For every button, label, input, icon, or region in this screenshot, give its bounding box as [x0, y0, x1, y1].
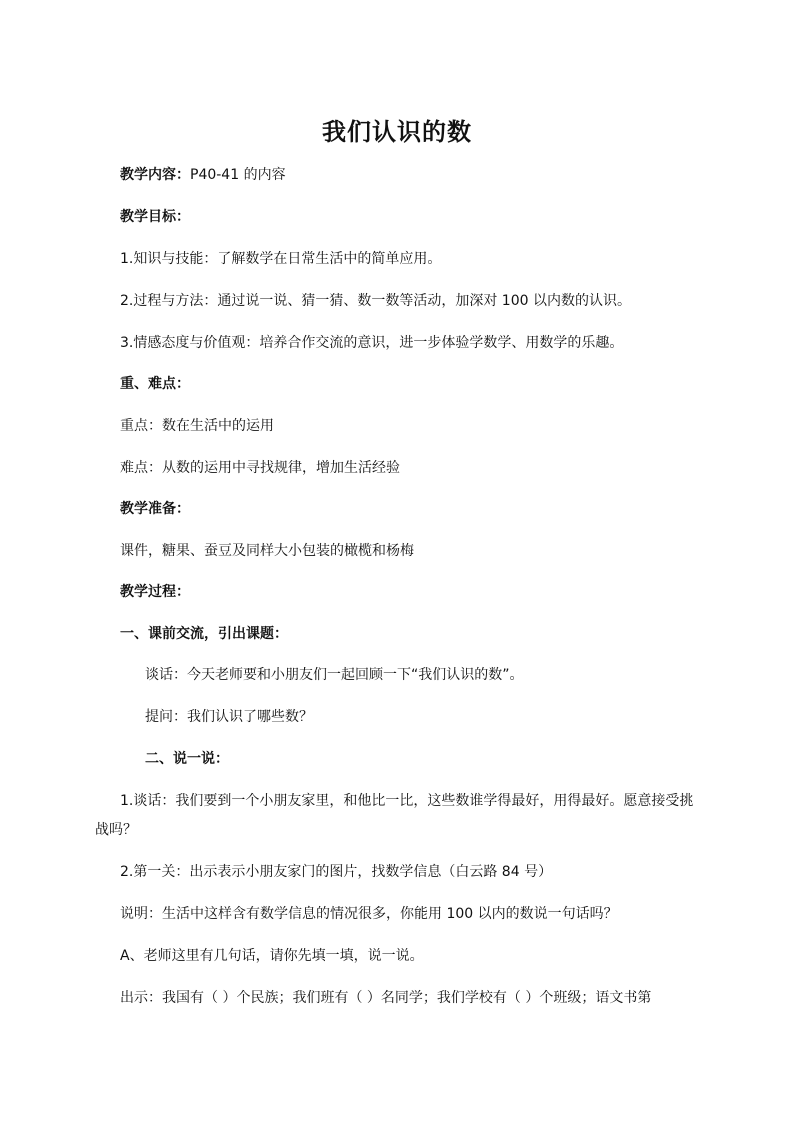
key-points-heading: 重、难点：: [120, 376, 190, 392]
explain-line: 说明：生活中这样含有数学信息的情况很多，你能用 100 以内的数说一句话吗？: [120, 906, 618, 922]
goal-1: 1.知识与技能：了解数学在日常生活中的简单应用。: [120, 251, 442, 267]
difficult-point: 难点：从数的运用中寻找规律，增加生活经验: [120, 460, 400, 476]
goal-3: 3.情感态度与价值观：培养合作交流的意识，进一步体验学数学、用数学的乐趣。: [120, 335, 624, 351]
page-title: 我们认识的数: [322, 117, 472, 146]
section-1-heading: 一、课前交流，引出课题：: [120, 626, 288, 642]
preparation-text: 课件，糖果、蚕豆及同样大小包装的橄榄和杨梅: [120, 543, 414, 559]
goal-2: 2.过程与方法：通过说一说、猜一猜、数一数等活动，加深对 100 以内数的认识。: [120, 293, 631, 309]
item-2-line: 2.第一关：出示表示小朋友家门的图片，找数学信息（白云路 84 号）: [120, 864, 553, 880]
content-text: P40-41 的内容: [190, 167, 286, 183]
content-line: [120, 165, 286, 185]
item-1-line-2: 战吗？: [95, 822, 137, 838]
goals-heading: 教学目标：: [120, 209, 190, 225]
talk-line: 谈话：今天老师要和小朋友们一起回顾一下“我们认识的数”。: [145, 667, 524, 683]
show-line: 出示：我国有（ ）个民族；我们班有（ ）名同学；我们学校有（ ）个班级；语文书第: [120, 990, 652, 1006]
section-2-heading: 二、说一说：: [145, 751, 229, 767]
item-1-line-1: 1.谈话：我们要到一个小朋友家里，和他比一比，这些数谁学得最好，用得最好。愿意接受挑: [120, 793, 694, 809]
item-a-line: A、老师这里有几句话，请你先填一填，说一说。: [120, 948, 424, 964]
preparation-heading: 教学准备：: [120, 501, 190, 517]
ask-line: 提问：我们认识了哪些数？: [145, 709, 313, 725]
content-label: 教学内容：: [120, 167, 190, 183]
process-heading: 教学过程：: [120, 584, 190, 600]
key-point: 重点：数在生活中的运用: [120, 418, 274, 434]
